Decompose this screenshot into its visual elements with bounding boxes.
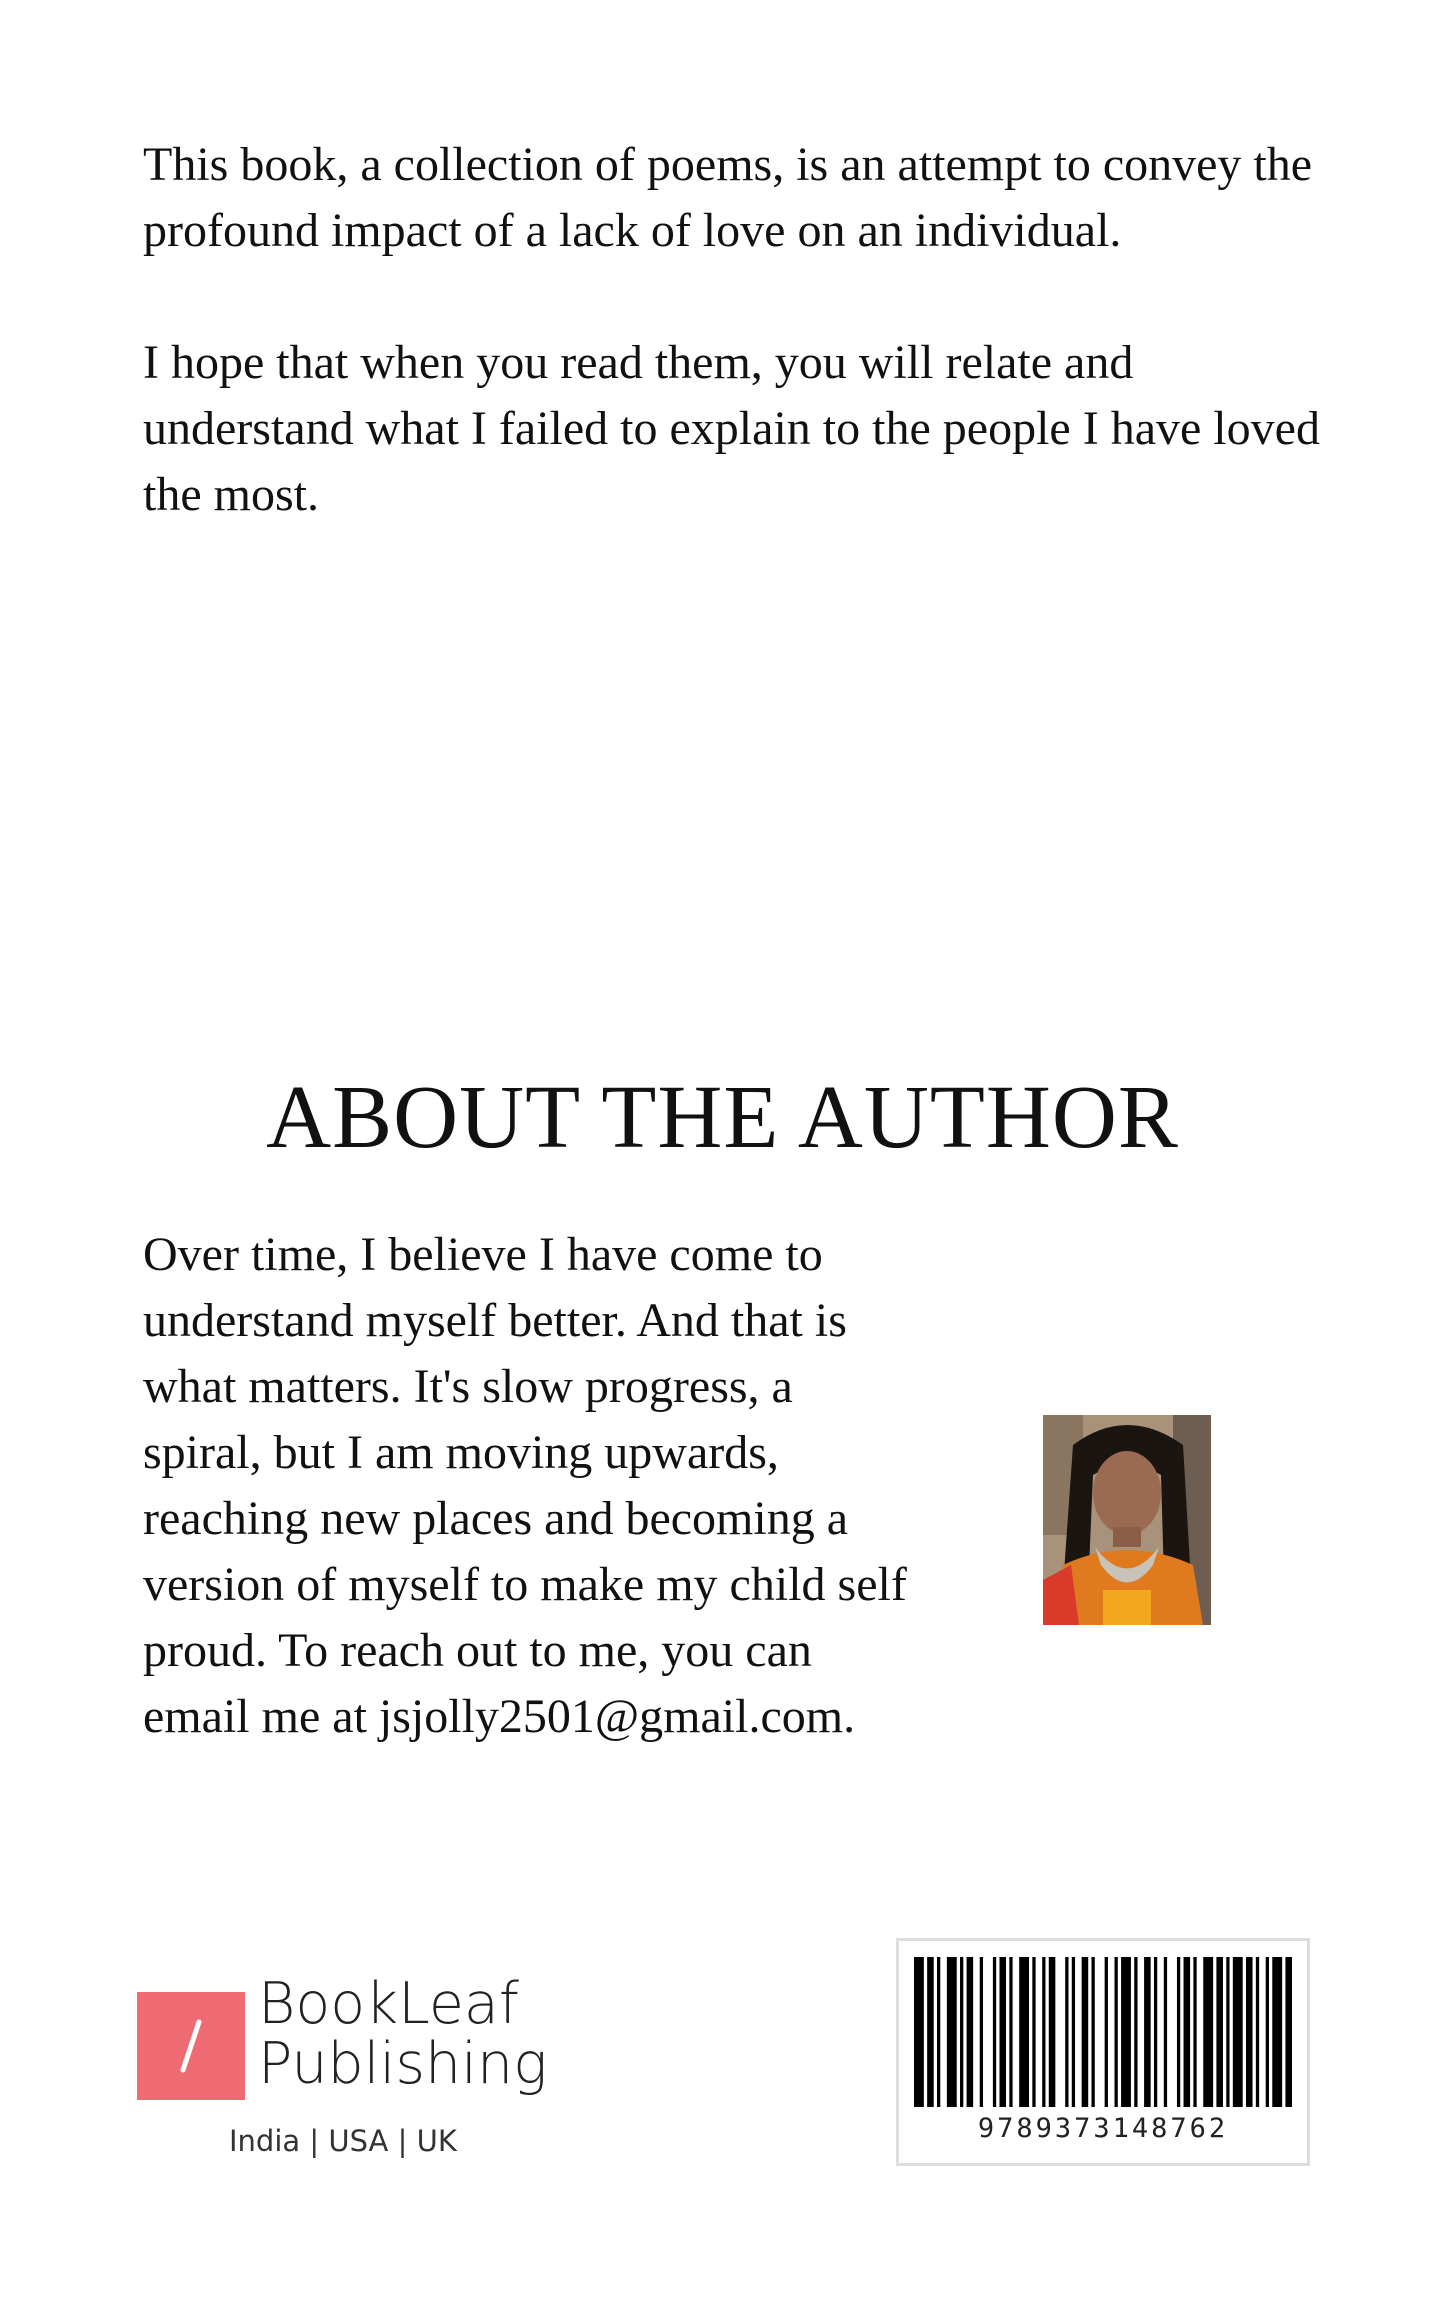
isbn-number: 9789373148762: [977, 2113, 1229, 2144]
barcode-bars-icon: [914, 1957, 1292, 2107]
publisher-name: [258, 1971, 548, 2097]
author-bio: Over time, I believe I have come to understand myself better. And that is what matters. It's slow progress, a spiral, but I am moving upwards, reaching new places and becoming a version of myself to make my child self proud. To reach out to me, you can email me at jsjolly2501@gmail.com.: [143, 1228, 907, 1743]
publisher-regions: India | USA | UK: [229, 2124, 457, 2158]
slash-icon: [137, 1992, 245, 2100]
about-author-heading: ABOUT THE AUTHOR: [266, 1068, 1179, 1167]
blurb-paragraph-2: I hope that when you read them, you will relate and understand what I failed to explain to the people I have loved the most.: [143, 336, 1320, 521]
back-cover-blurb: [143, 132, 1343, 594]
logo-mark: [137, 1992, 245, 2100]
author-portrait-image: [1043, 1415, 1211, 1625]
isbn-barcode: [896, 1938, 1310, 2166]
bookleaf-logo: [137, 1971, 557, 2158]
publisher-name-line-1: BookLeaf: [258, 1971, 519, 2037]
publisher-name-line-2: Publishing: [258, 2031, 548, 2097]
blurb-paragraph-1: This book, a collection of poems, is an attempt to convey the profound impact of a lack of love on an individual.: [143, 138, 1313, 257]
author-photo: [1043, 1415, 1211, 1625]
